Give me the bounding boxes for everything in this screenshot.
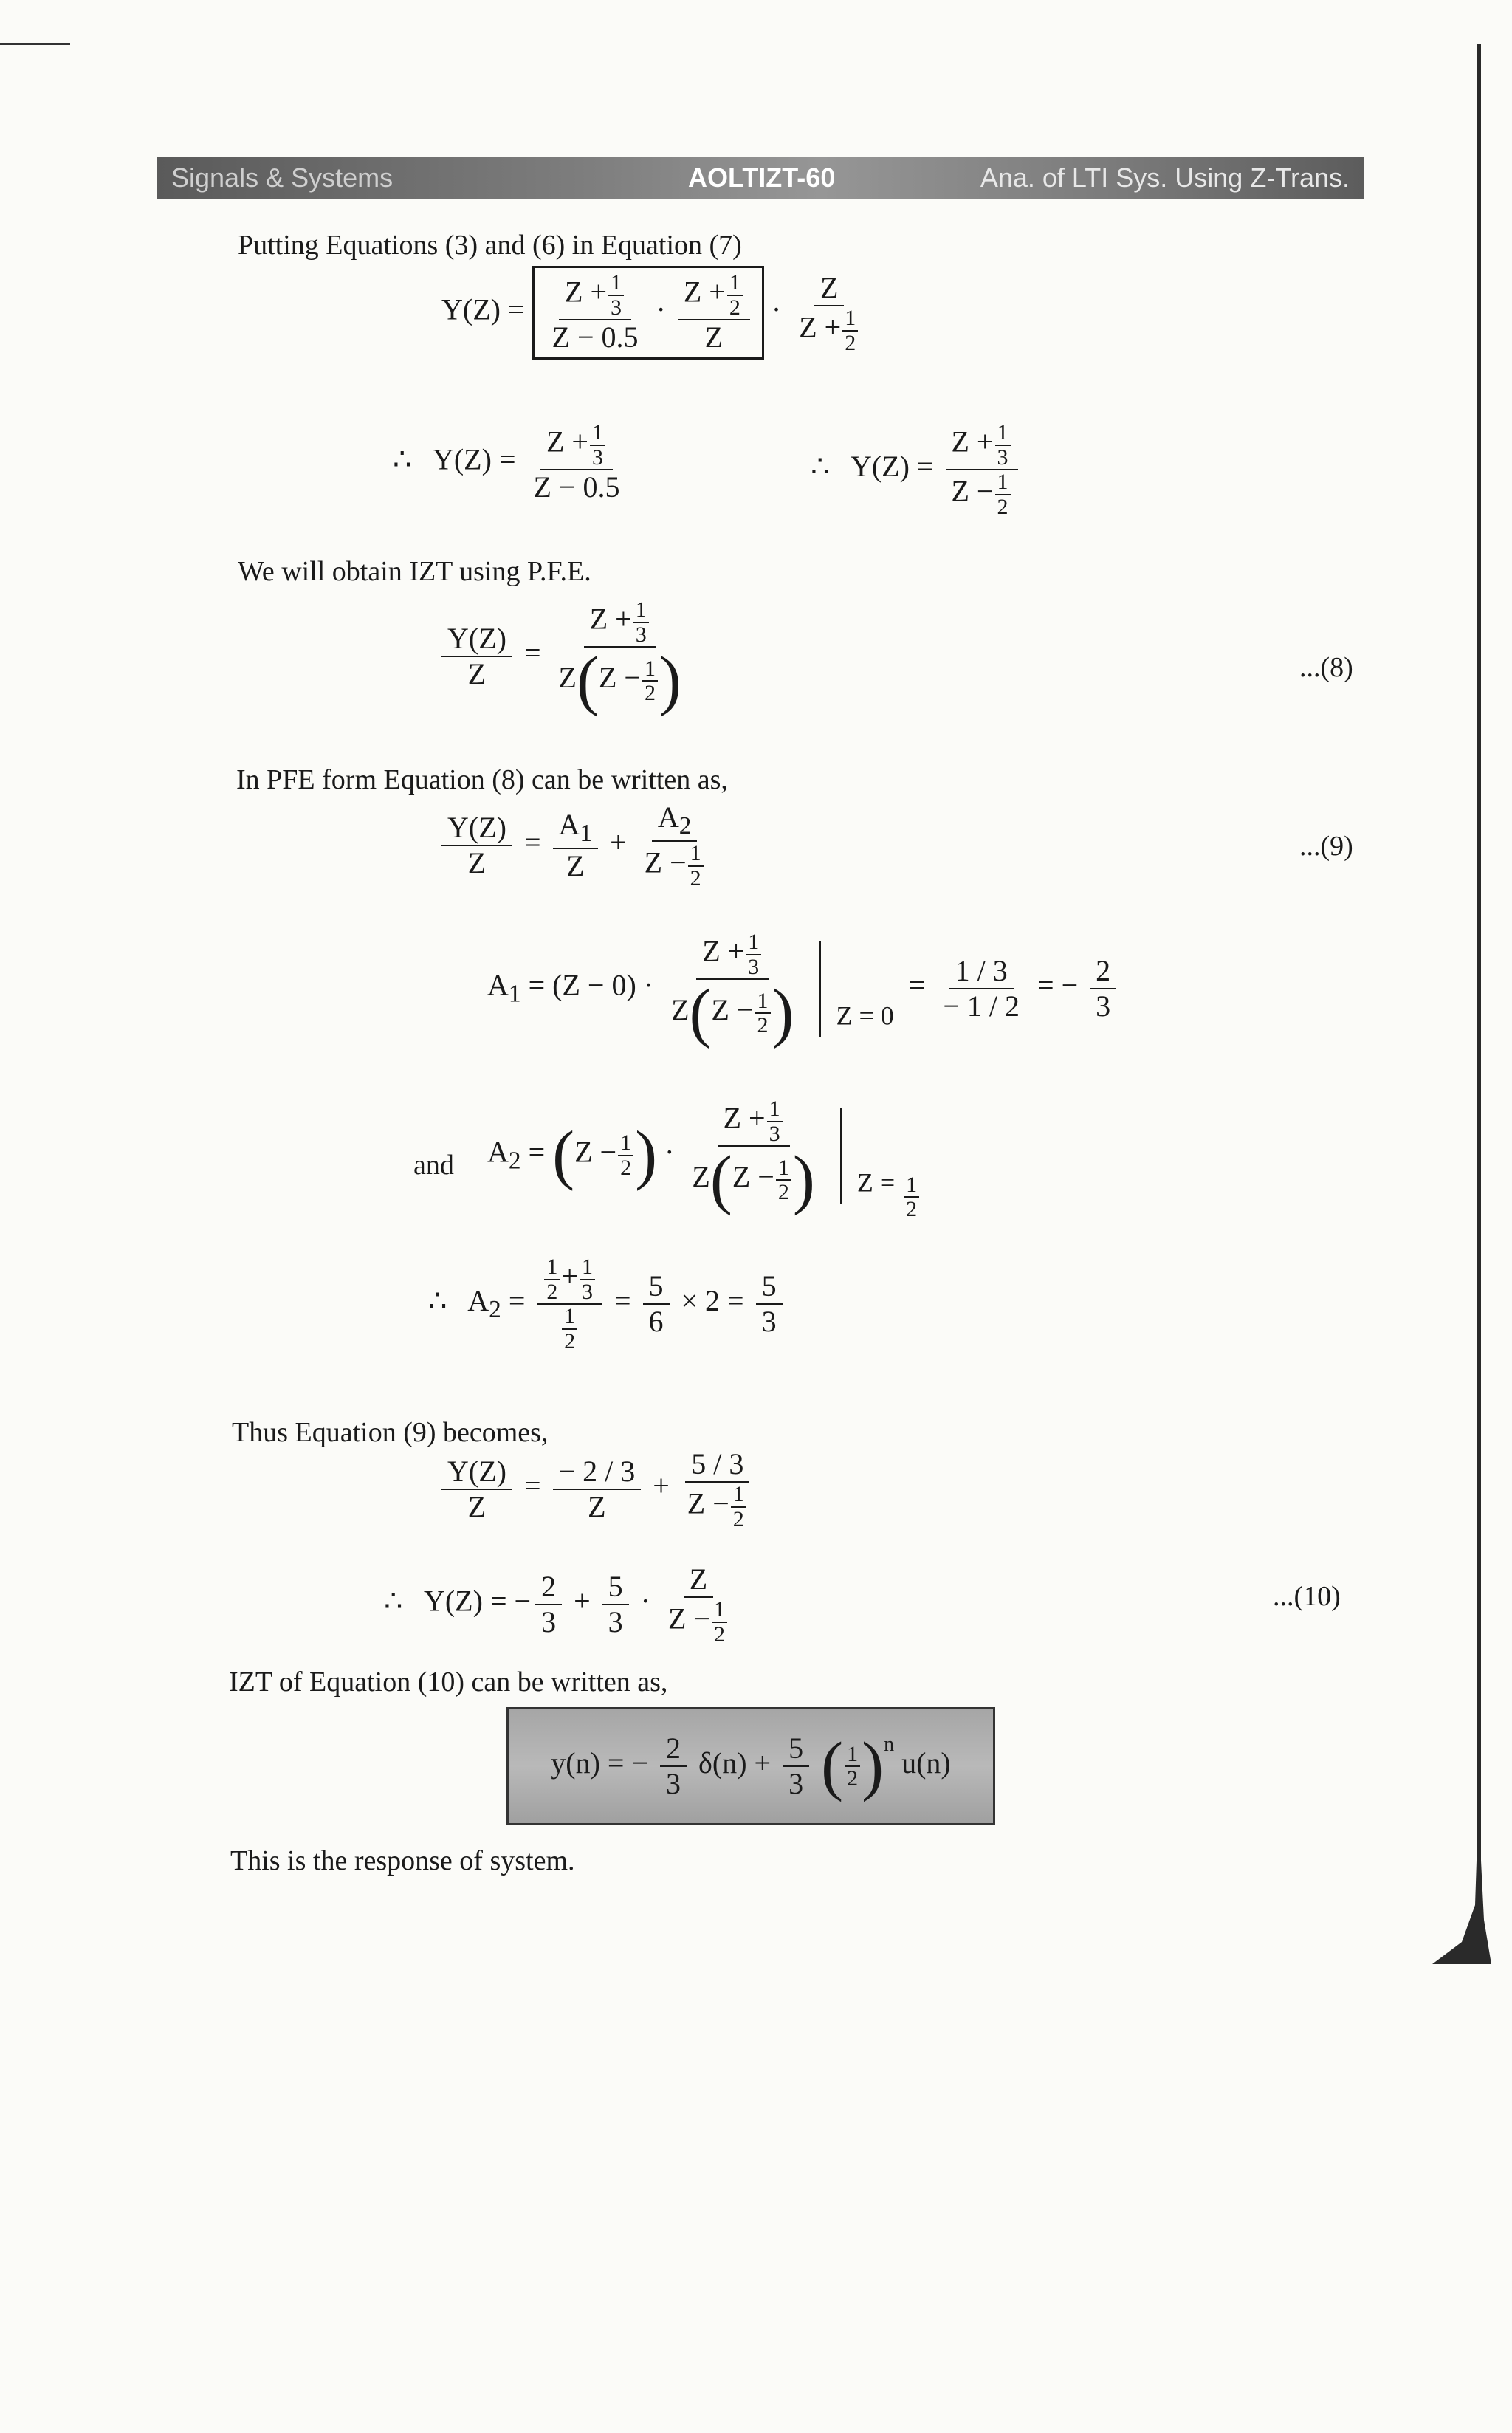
page-corner-rule	[0, 43, 70, 45]
equation-9: $\frac{Y(Z)}{Z}$ = $\frac{A_1}{Z}$ + $A_2$ Z − $\frac{1}{2}$	[437, 800, 715, 890]
text-putting-equations: Putting Equations (3) and (6) in Equation (7)	[238, 230, 742, 261]
text-izt: IZT of Equation (10) can be written as,	[229, 1667, 668, 1698]
spine-foot-shadow	[1432, 1861, 1491, 1964]
equation-number-10: ...(10)	[1273, 1581, 1341, 1612]
equation-yz-simplified-a: ∴ Y(Z) = Z + $\frac{1}{3}$ Z − 0.5	[393, 420, 620, 504]
equation-8: $\frac{Y(Z)}{Z}$ = Z + $\frac{1}{3}$ Z(Z − $\frac{1}{2}$ )	[437, 598, 692, 714]
text-and: and	[413, 1150, 454, 1181]
equation-10: ∴ Y(Z) = − $\frac{2}{3}$ + $\frac{5}{3}$ · Z Z − $\frac{1}{2}$	[384, 1562, 739, 1646]
equation-number-9: ...(9)	[1299, 831, 1353, 862]
result-equation: y(n) = − $\frac{2}{3}$ δ(n) + $\frac{5}{3}$ ( $\frac{1}{2}$ )$^n$ u(n)	[551, 1729, 951, 1802]
text-response: This is the response of system.	[230, 1845, 575, 1876]
book-spine-edge	[1477, 44, 1481, 1935]
header-page-number: AOLTIZT-60	[688, 162, 836, 193]
text-thus: Thus Equation (9) becomes,	[232, 1417, 549, 1448]
header-book-title: Signals & Systems	[171, 162, 394, 193]
equation-a2-value: ∴ $A_2$ = $\frac{1}{2}$ + $\frac{1}{3}$ $\frac{1}{2}$ = $\frac{5}{6}$ × 2 = $\frac{5}{3}$	[428, 1255, 787, 1353]
text-pfe-form: In PFE form Equation (8) can be written as,	[236, 764, 728, 795]
equation-a1: $A_1 = (Z - 0)$ · Z + $\frac{1}{3}$ Z(Z − $\frac{1}{2}$ ) Z = 0 = $\frac{1 / 3}{- 1 / 2}$ = − $\frac{2}{3}$	[487, 930, 1121, 1046]
equation-number-8: ...(8)	[1299, 652, 1353, 683]
header-chapter-title: Ana. of LTI Sys. Using Z-Trans.	[980, 162, 1350, 193]
equation-yz-product: Y(Z) = Z + $\frac{1}{3}$ Z − 0.5 · Z + $\frac{1}{2}$ Z · Z Z + $\frac{1}{2}$	[441, 266, 870, 360]
equation-yz-simplified-b: ∴ Y(Z) = Z + $\frac{1}{3}$ Z − $\frac{1}{2}$	[811, 421, 1023, 518]
page-header	[157, 157, 1364, 199]
equation-a2: $A_2 = (Z$ − $\frac{1}{2}$ ) · Z + $\frac{1}{3}$ Z(Z − $\frac{1}{2}$ ) Z = $\frac{1}{2}$	[487, 1097, 921, 1221]
text-obtain-izt: We will obtain IZT using P.F.E.	[238, 556, 591, 587]
result-box	[506, 1707, 995, 1825]
equation-9-substituted: $\frac{Y(Z)}{Z}$ = $\frac{- 2 / 3}{Z}$ + 5 / 3 Z − $\frac{1}{2}$	[437, 1447, 758, 1531]
